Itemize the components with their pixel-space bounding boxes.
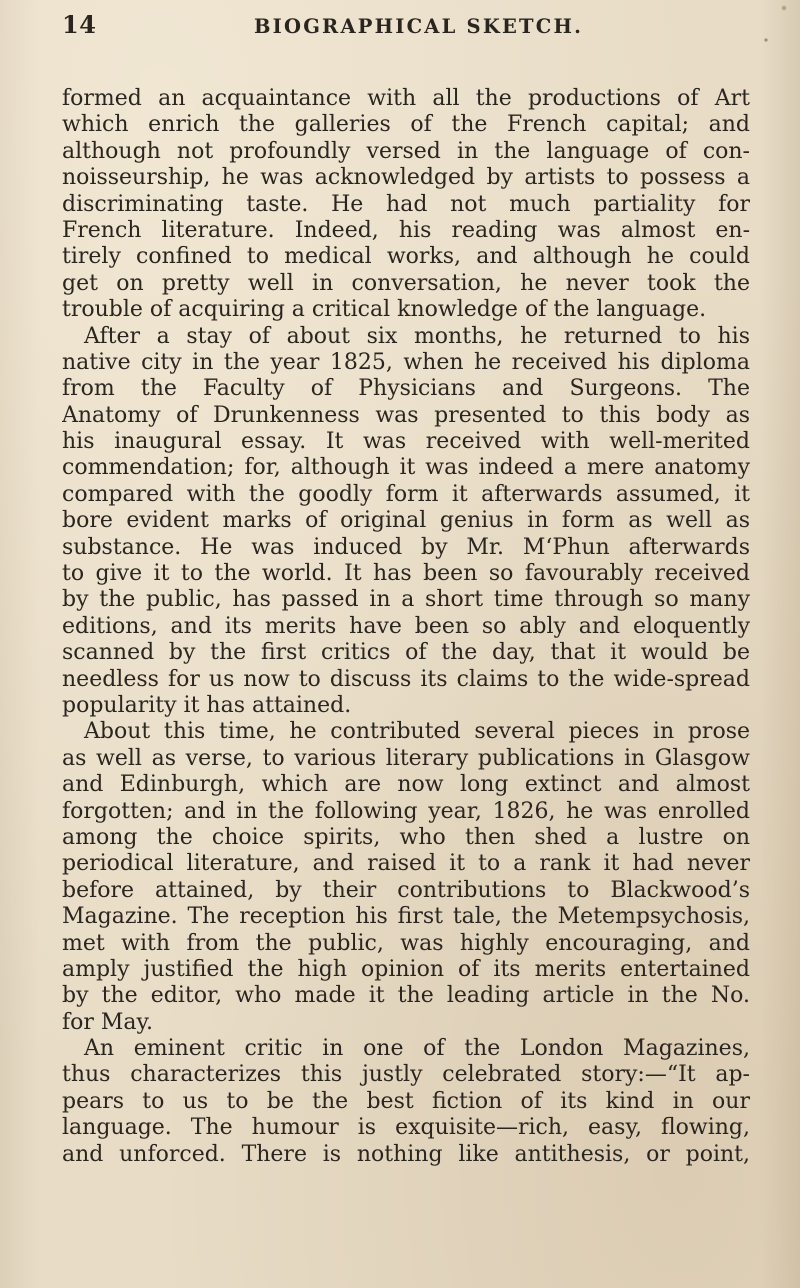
text-line: Magazine. The reception his first tale, the Metempsychosis, — [62, 904, 750, 930]
text-line: pears to us to be the best fiction of its kind in our — [62, 1088, 750, 1114]
text-line: An eminent critic in one of the London Magazines, — [84, 1036, 750, 1062]
text-line: formed an acquaintance with all the productions of Art — [62, 86, 750, 111]
running-head-title: BIOGRAPHICAL SKETCH. — [254, 15, 584, 38]
text-line: by the editor, who made it the leading article in the No. — [62, 983, 750, 1009]
text-line: popularity it has attained. — [62, 692, 352, 718]
text-line: trouble of acquiring a critical knowledge of the language. — [62, 297, 707, 323]
paper-speck-marks — [754, 0, 794, 60]
text-line: commendation; for, although it was indeed a mere anatomy — [62, 455, 750, 481]
text-line: for May. — [62, 1009, 154, 1035]
text-line: Anatomy of Drunkenness was presented to this body as — [62, 402, 750, 428]
text-line: forgotten; and in the following year, 1826, he was enrolled — [62, 798, 750, 824]
text-line: scanned by the first critics of the day, that it would be — [62, 640, 750, 666]
text-line: from the Faculty of Physicians and Surgeons. The — [62, 376, 750, 402]
text-line: and unforced. There is nothing like antithesis, or point, — [62, 1141, 750, 1167]
text-line: as well as verse, to various literary publications in Glasgow — [62, 745, 750, 771]
text-line: get on pretty well in conversation, he never took the — [62, 270, 750, 296]
text-line: and Edinburgh, which are now long extinct and almost — [62, 772, 750, 798]
text-line: French literature. Indeed, his reading was almost en- — [62, 217, 750, 243]
text-line: to give it to the world. It has been so favourably received — [62, 561, 750, 587]
text-line: periodical literature, and raised it to a rank it had never — [62, 851, 750, 877]
text-line: needless for us now to discuss its claims to the wide-spread — [62, 666, 750, 692]
text-line: noisseurship, he was acknowledged by artists to possess a — [62, 165, 750, 191]
text-line: amply justified the high opinion of its merits entertained — [62, 956, 750, 982]
text-line: thus characterizes this justly celebrated story:—“It ap- — [62, 1062, 750, 1088]
text-line: before attained, by their contributions to Blackwood’s — [62, 877, 750, 903]
text-line: met with from the public, was highly encouraging, and — [62, 930, 750, 956]
text-line: tirely confined to medical works, and although he could — [62, 244, 750, 270]
text-line: among the choice spirits, who then shed a lustre on — [62, 824, 750, 850]
text-line: substance. He was induced by Mr. M‘Phun afterwards — [62, 534, 750, 560]
text-line: by the public, has passed in a short time through so many — [62, 587, 750, 613]
text-line: compared with the goodly form it afterwards assumed, it — [62, 481, 750, 507]
text-line: editions, and its merits have been so ably and eloquently — [62, 613, 750, 639]
text-line: bore evident marks of original genius in form as well as — [62, 508, 750, 534]
body-text — [62, 86, 750, 1168]
text-line: native city in the year 1825, when he received his diploma — [62, 349, 750, 375]
page-number: 14 — [62, 10, 97, 39]
text-line: which enrich the galleries of the French capital; and — [62, 112, 750, 138]
running-head — [62, 6, 742, 42]
text-line: his inaugural essay. It was received with well-merited — [62, 429, 750, 455]
text-line: language. The humour is exquisite—rich, easy, flowing, — [62, 1115, 750, 1141]
text-line: discriminating taste. He had not much partiality for — [62, 191, 750, 217]
text-line: About this time, he contributed several pieces in prose — [84, 719, 750, 745]
text-line: although not profoundly versed in the language of con- — [62, 138, 750, 164]
text-line: After a stay of about six months, he returned to his — [84, 323, 750, 349]
